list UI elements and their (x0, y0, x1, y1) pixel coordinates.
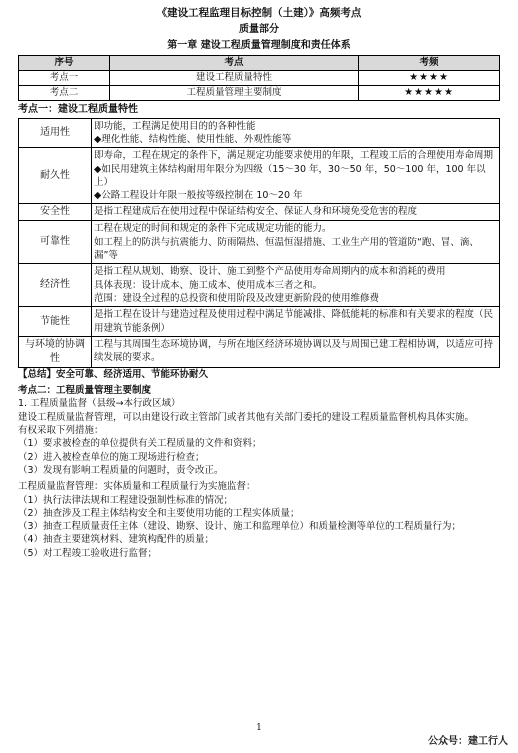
row-label: 耐久性 (19, 148, 92, 204)
row-label: 适用性 (19, 118, 92, 148)
table-row (19, 85, 500, 100)
content-line: 即寿命，工程在规定的条件下，满足规定功能要求使用的年限，工程竣工后的合理使用寿命周期 (94, 150, 494, 162)
header-freq: 考频 (359, 55, 500, 70)
content-line: 工程与其周围生态环境协调，与所在地区经济环境协调以及与周围已建工程相协调，以适应可持续发展的要求。 (94, 338, 494, 364)
measures-title: 有权采取下列措施： (18, 425, 104, 437)
watermark: 公众号：建工行人 (428, 736, 508, 747)
row-content (92, 307, 500, 337)
row-label: 节能性 (19, 307, 92, 337)
row-content (92, 336, 500, 367)
list-item: （3）抽查工程质量责任主体（建设、勘察、设计、施工和监理单位）和质量检测等单位的工程质量行为； (18, 521, 462, 533)
table-row (19, 70, 500, 85)
row-label: 安全性 (19, 204, 92, 221)
list-item: （2）进入被检查单位的施工现场进行检查； (18, 451, 205, 463)
table-row (19, 336, 500, 367)
document-title: 《建设工程监理目标控制（土建）》高频考点 (156, 7, 362, 19)
table-row (19, 148, 500, 204)
summary-table (18, 55, 500, 101)
table-row (19, 307, 500, 337)
row-topic: 工程质量管理主要制度 (110, 85, 359, 100)
row-label: 可靠性 (19, 221, 92, 264)
document-subtitle: 质量部分 (239, 23, 279, 35)
row-content (92, 204, 500, 221)
section1-heading: 考点一：建设工程质量特性 (18, 103, 138, 115)
summary-header-row (19, 55, 500, 70)
list-item: （2）抽查涉及工程主体结构安全和主要使用功能的工程实体质量； (18, 507, 300, 519)
quality-characteristics-table (18, 118, 500, 368)
row-no: 考点一 (19, 70, 110, 85)
chapter-title: 第一章 建设工程质量管理制度和责任体系 (167, 39, 351, 51)
row-content (92, 221, 500, 264)
row-content (92, 148, 500, 204)
content-line: 即功能，工程满足使用目的的各种性能 (94, 120, 256, 132)
table-row (19, 118, 500, 148)
section2-para1: 建设工程质量监督管理，可以由建设行政主管部门或者其他有关部门委托的建设工程质量监督机构具体实施。 (18, 411, 475, 423)
content-line: 如工程上的防洪与抗震能力、防雨隔热、恒温恒湿措施、工业生产用的管道防“跑、冒、滴、漏”等 (94, 236, 479, 262)
section1-summary: 【总结】安全可靠、经济适用、节能环协耐久 (18, 368, 209, 380)
list-item: （3）发现有影响工程质量的问题时，责令改正。 (18, 464, 224, 476)
row-no: 考点二 (19, 85, 110, 100)
content-line: ◆公路工程设计年限一般按等级控制在 10～20 年 (94, 190, 303, 202)
section2-heading: 考点二：工程质量管理主要制度 (18, 385, 152, 397)
content-line: 具体表现：设计成本、施工成本、使用成本三者之和。 (94, 279, 323, 291)
table-row (19, 221, 500, 264)
row-content (92, 118, 500, 148)
content-line: 是指工程建成后在使用过程中保证结构安全、保证人身和环境免受危害的程度 (94, 206, 418, 218)
list-item: （1）要求被检查的单位提供有关工程质量的文件和资料； (18, 438, 262, 450)
content-line: 是指工程从规划、勘察、设计、施工到整个产品使用寿命周期内的成本和消耗的费用 (94, 266, 446, 278)
page-number: 1 (256, 723, 262, 733)
section2-sub1: 1. 工程质量监督（县级→本行政区域） (18, 398, 181, 410)
table-row (19, 204, 500, 221)
row-freq: ★★★★ (359, 70, 500, 85)
header-topic: 考点 (110, 55, 359, 70)
document-page (18, 4, 500, 560)
list-item: （1）执行法律法规和工程建设强制性标准的情况； (18, 494, 234, 506)
row-label: 经济性 (19, 264, 92, 307)
content-line: ◆如民用建筑主体结构耐用年限分为四级（15～30 年，30～50 年，50～100 年，100 年以上） (94, 163, 486, 188)
content-line: 是指工程在设计与建造过程及使用过程中满足节能减排、降低能耗的标准和有关要求的程度（民用建筑节能条例） (94, 309, 494, 334)
row-content (92, 264, 500, 307)
row-topic: 建设工程质量特性 (110, 70, 359, 85)
content-line: 范围：建设全过程的总投资和使用阶段及改建更新阶段的使用维修费 (94, 292, 380, 304)
row-freq: ★★★★★ (359, 85, 500, 100)
list-item: （5）对工程竣工验收进行监督； (18, 547, 158, 559)
table-row (19, 264, 500, 307)
row-label: 与环境的协调性 (19, 336, 92, 367)
content-line: ◆理化性能、结构性能、使用性能、外观性能等 (94, 133, 292, 145)
content-title: 工程质量监督管理：实体质量和工程质量行为实施监督： (18, 481, 256, 493)
header-no: 序号 (19, 55, 110, 70)
content-line: 工程在规定的时间和规定的条件下完成规定功能的能力。 (94, 223, 332, 235)
list-item: （4）抽查主要建筑材料、建筑构配件的质量； (18, 534, 215, 546)
